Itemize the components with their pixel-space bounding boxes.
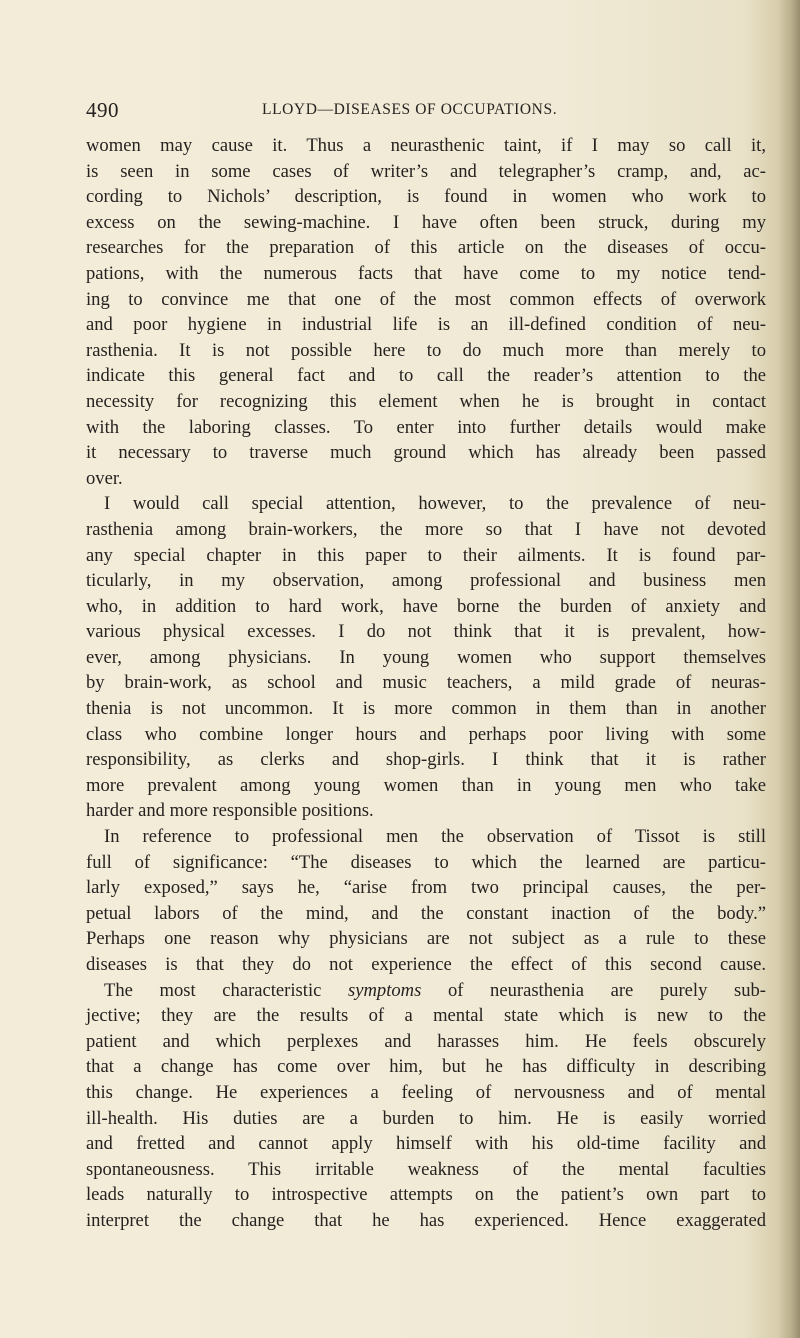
text-line: and poor hygiene in industrial life is an ill-defined condition of neu- [86, 314, 766, 336]
text-line: excess on the sewing-machine. I have often been struck, during my [86, 211, 766, 233]
text-line: petual labors of the mind, and the constant inaction of the body.” [86, 902, 766, 924]
text-line: I would call special attention, however, to the prevalence of neu- [104, 493, 766, 515]
text-line: larly exposed,” says he, “arise from two principal causes, the per- [86, 877, 766, 899]
text-line: this change. He experiences a feeling of nervousness and of mental [86, 1081, 766, 1103]
text-line: women may cause it. Thus a neurasthenic taint, if I may so call it, [86, 135, 766, 156]
text-line: leads naturally to introspective attempts on the patient’s own part to [86, 1184, 766, 1206]
text-line: rasthenia. It is not possible here to do much more than merely to [86, 339, 766, 361]
text-line: ticularly, in my observation, among professional and business men [86, 570, 766, 592]
text-line: In reference to professional men the observation of Tissot is still [104, 826, 766, 848]
text-line-with-emphasis [86, 978, 766, 1004]
text-line: indicate this general fact and to call the reader’s attention to the [86, 365, 766, 387]
text-line: patient and which perplexes and harasses him. He feels obscurely [86, 1030, 766, 1052]
text-line: ing to convince me that one of the most common effects of overwork [86, 288, 766, 310]
text-line: harder and more responsible positions. [86, 800, 374, 822]
text-line: it necessary to traverse much ground which has already been passed [86, 442, 766, 464]
text-line: rasthenia among brain-workers, the more so that I have not devoted [86, 518, 766, 540]
text-line: pations, with the numerous facts that have come to my notice tend- [86, 262, 766, 284]
text-line: is seen in some cases of writer’s and telegrapher’s cramp, and, ac- [86, 160, 766, 182]
running-head: LLOYD—DISEASES OF OCCUPATIONS. [262, 101, 558, 118]
text-line: more prevalent among young women than in young men who take [86, 774, 766, 796]
body-text [86, 133, 766, 1234]
text-line: that a change has come over him, but he has difficulty in describing [86, 1056, 766, 1078]
text-line: jective; they are the results of a mental state which is new to the [86, 1005, 766, 1027]
text-line: responsibility, as clerks and shop-girls. I think that it is rather [86, 749, 766, 771]
text-line: any special chapter in this paper to their ailments. It is found par- [86, 544, 766, 566]
text-line: various physical excesses. I do not think that it is prevalent, how- [86, 621, 766, 643]
text-line: who, in addition to hard work, have borne the burden of anxiety and [86, 595, 766, 617]
text-line: full of significance: “The diseases to which the learned are particu- [86, 851, 766, 873]
page-header [86, 98, 766, 124]
page-edge-shadow [778, 0, 800, 1338]
text-line: necessity for recognizing this element when he is brought in contact [86, 390, 766, 412]
text-line: class who combine longer hours and perhaps poor living with some [86, 723, 766, 745]
text-line: and fretted and cannot apply himself with his old-time facility and [86, 1133, 766, 1155]
text-line: with the laboring classes. To enter into further details would make [86, 416, 766, 438]
text-line: thenia is not uncommon. It is more common in them than in another [86, 698, 766, 720]
page-number: 490 [86, 98, 119, 122]
text-line: researches for the preparation of this article on the diseases of occu- [86, 237, 766, 259]
text-line: over. [86, 467, 123, 489]
text-line: ever, among physicians. In young women who support themselves [86, 646, 766, 668]
text-line: ill-health. His duties are a burden to him. He is easily worried [86, 1107, 766, 1129]
text-line: by brain-work, as school and music teachers, a mild grade of neuras- [86, 672, 766, 694]
text-line: interpret the change that he has experienced. Hence exaggerated [86, 1209, 766, 1231]
emphasis-symptoms: symptoms [347, 979, 422, 1001]
text-fragment: The most characteristic [104, 979, 322, 1001]
text-fragment: of neurasthenia are purely sub- [447, 979, 767, 1001]
text-line: cording to Nichols’ description, is found in women who work to [86, 186, 766, 208]
text-line: spontaneousness. This irritable weakness of the mental faculties [86, 1158, 766, 1180]
text-line: Perhaps one reason why physicians are not subject as a rule to these [86, 928, 766, 950]
text-line: diseases is that they do not experience the effect of this second cause. [86, 954, 766, 975]
